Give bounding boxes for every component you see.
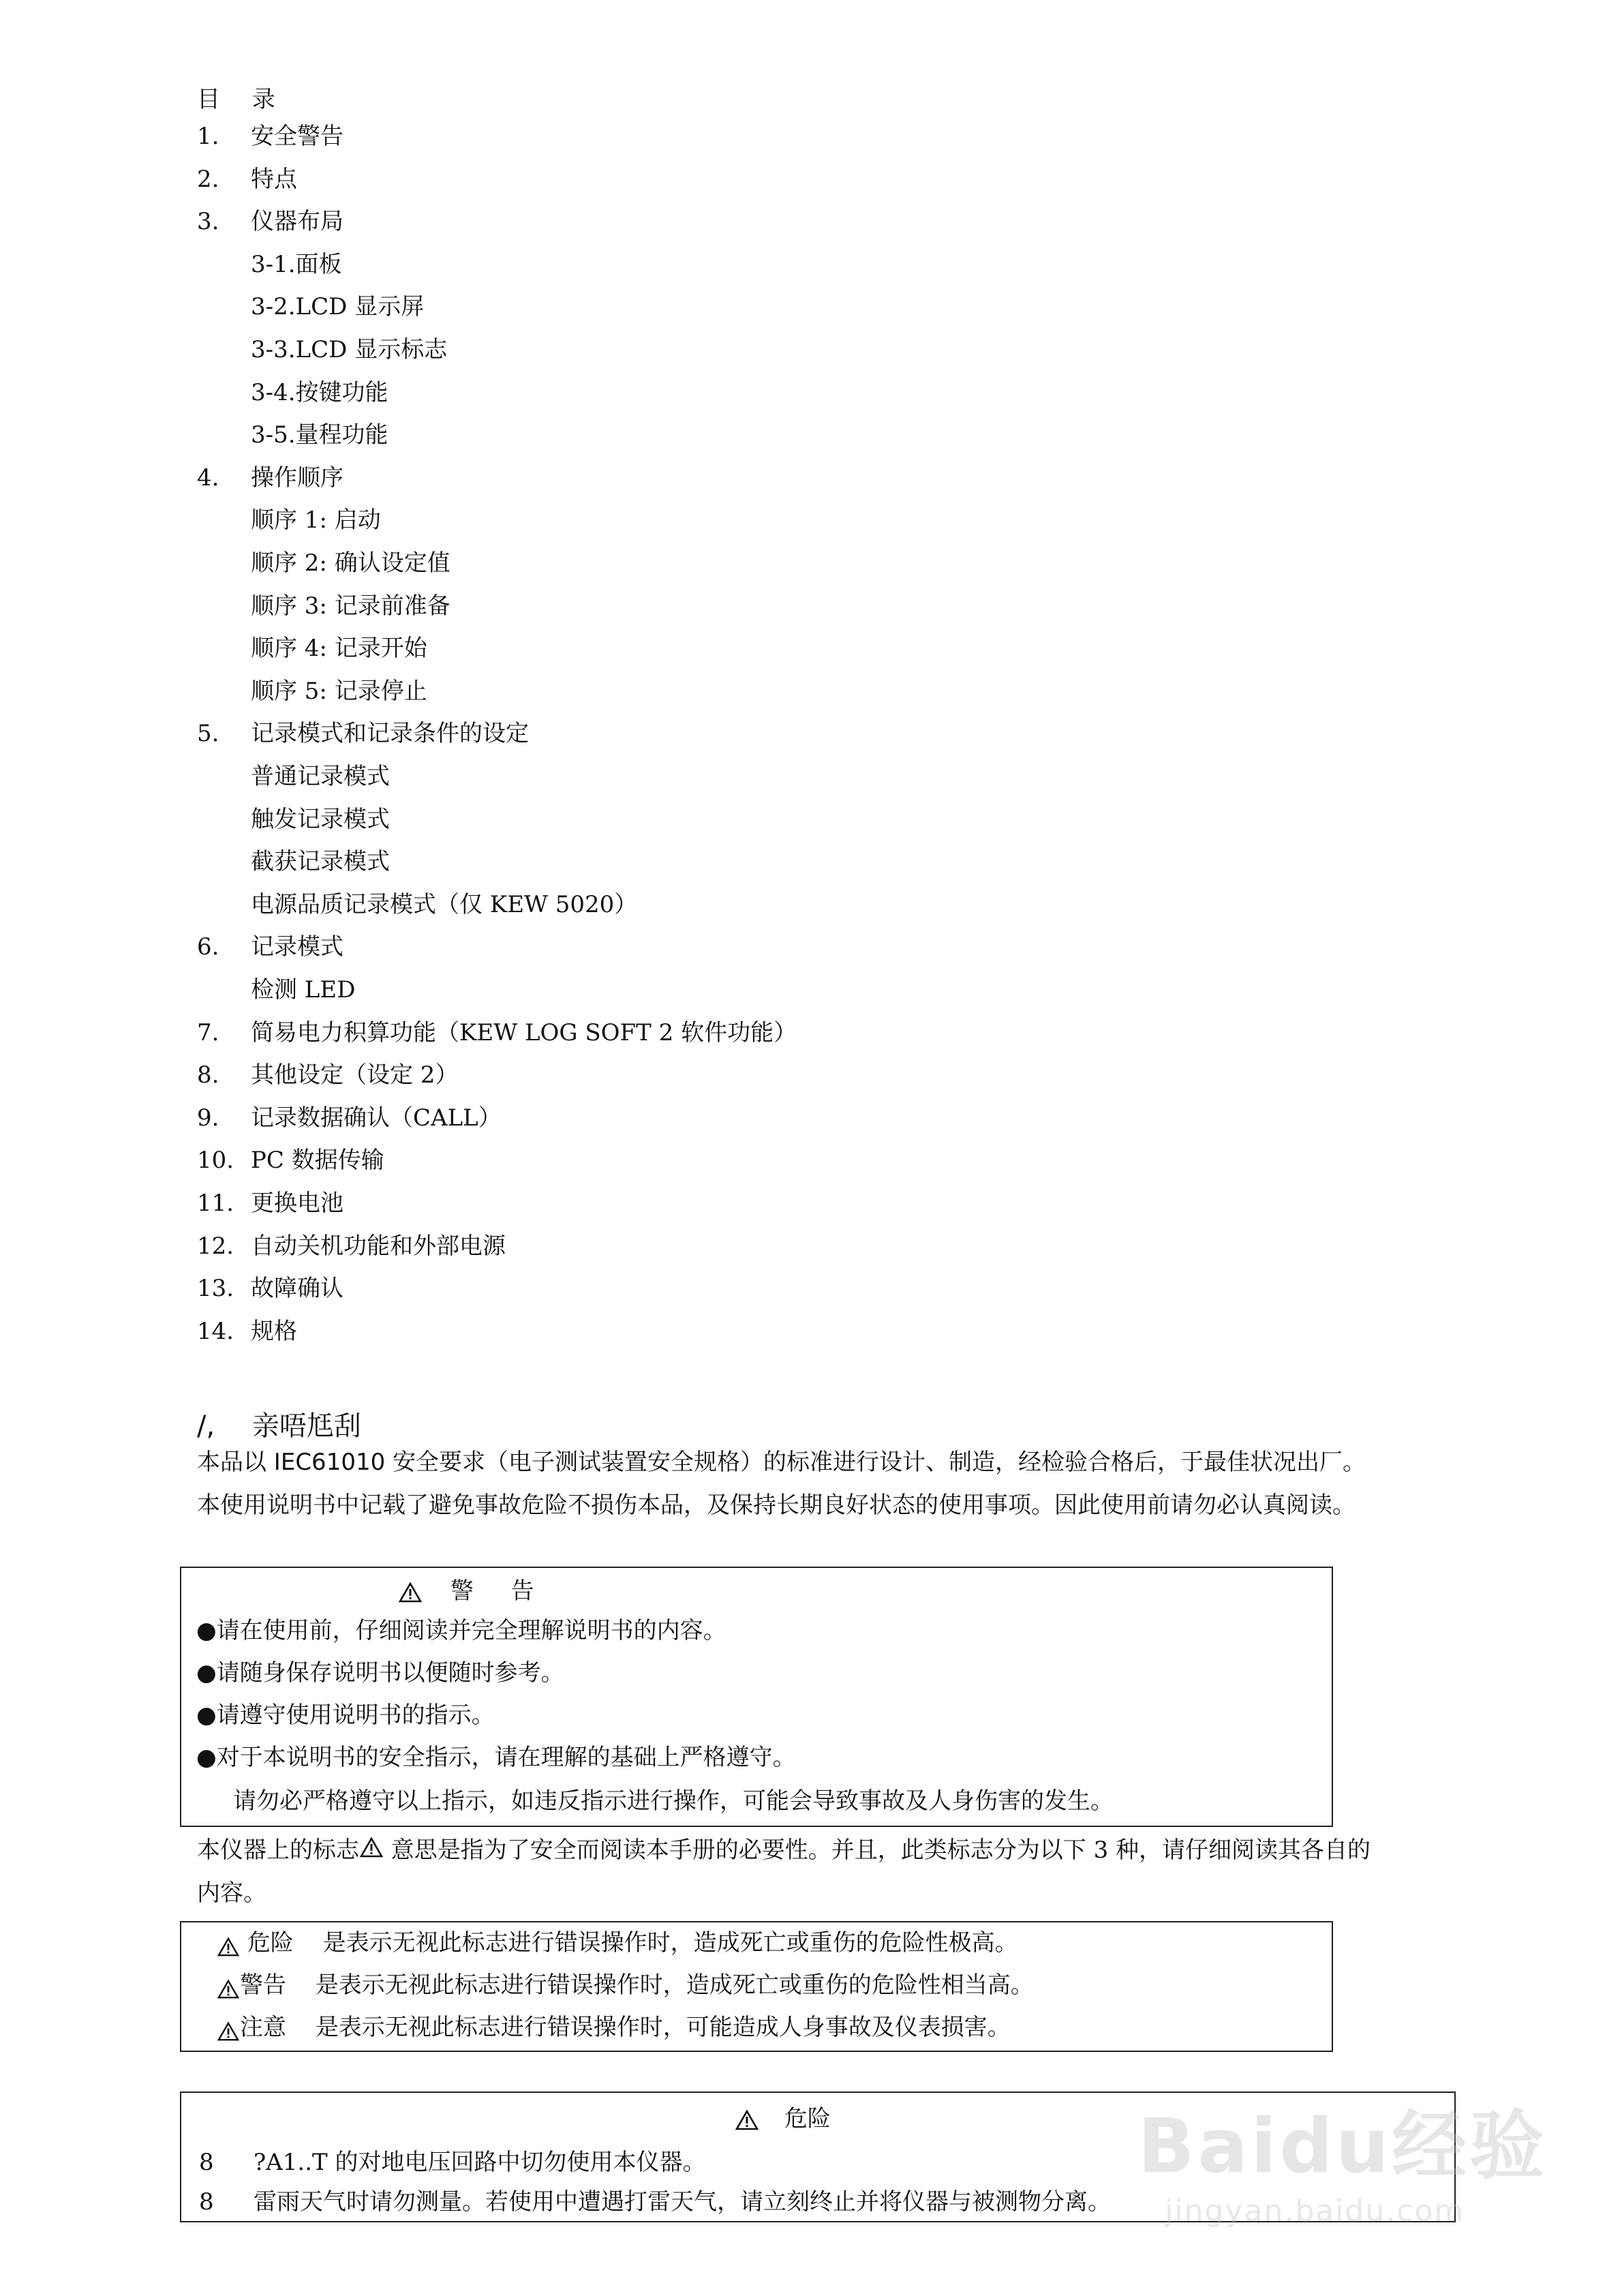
toc-item: 仪器布局 xyxy=(251,208,343,235)
danger-item-text: 雷雨天气时请勿测量。若使用中遭遇打雷天气，请立刻终止并将仪器与被测物分离。 xyxy=(254,2188,1111,2216)
hazard-level-row xyxy=(217,2014,1011,2042)
toc-subitem: 3-5.量程功能 xyxy=(251,421,388,449)
toc-subitem: 3-1.面板 xyxy=(251,251,342,278)
toc-item: 记录模式和记录条件的设定 xyxy=(251,720,529,747)
caution-triangle-icon xyxy=(217,2021,240,2042)
toc-item: 记录数据确认（CALL） xyxy=(251,1104,502,1132)
watermark-brand: Baidu经验 xyxy=(1137,2102,1547,2190)
toc-item-number: 11. xyxy=(197,1190,234,1217)
toc-item-number: 12. xyxy=(197,1233,234,1260)
toc-item: PC 数据传输 xyxy=(251,1147,384,1174)
warning-line: ●对于本说明书的安全指示，请在理解的基础上严格遵守。 xyxy=(196,1744,796,1771)
toc-subitem: 顺序 1: 启动 xyxy=(251,507,381,534)
warning-triangle-icon xyxy=(398,1582,423,1603)
toc-subitem: 触发记录模式 xyxy=(251,806,390,833)
toc-item-number: 10. xyxy=(197,1147,234,1174)
toc-item: 简易电力积算功能（KEW LOG SOFT 2 软件功能） xyxy=(251,1019,797,1046)
symbol-note-line-1 xyxy=(197,1837,1371,1864)
toc-subitem: 3-3.LCD 显示标志 xyxy=(251,336,448,363)
toc-item-number: 6. xyxy=(197,933,219,961)
warning-box xyxy=(180,1567,1333,1827)
toc-item-number: 5. xyxy=(197,720,219,747)
toc-subitem: 顺序 2: 确认设定值 xyxy=(251,549,450,577)
toc-item: 安全警告 xyxy=(251,123,343,150)
warning-box-header xyxy=(398,1577,549,1605)
toc-subitem: 截获记录模式 xyxy=(251,848,390,875)
warning-line: ●请遵守使用说明书的指示。 xyxy=(196,1702,495,1729)
warning-triangle-icon xyxy=(359,1837,384,1858)
warning-line: ●请随身保存说明书以便随时参考。 xyxy=(196,1659,564,1687)
hazard-level-label: 注意 xyxy=(240,2014,286,2041)
toc-item-number: 1. xyxy=(197,123,219,150)
toc-item: 记录模式 xyxy=(251,933,343,961)
toc-item-number: 2. xyxy=(197,166,219,193)
warning-triangle-icon xyxy=(217,1979,240,1999)
danger-item-text: ?A1..T 的对地电压回路中切勿使用本仪器。 xyxy=(254,2149,706,2176)
toc-item-number: 13. xyxy=(197,1275,234,1302)
toc-item-number: 4. xyxy=(197,464,219,492)
baidu-watermark xyxy=(1137,2086,1547,2229)
intro-paragraph-1: 本品以 IEC61010 安全要求（电子测试装置安全规格）的标准进行设计、制造，经检验合格后，于最佳状况出厂。 xyxy=(197,1449,1366,1476)
toc-item: 特点 xyxy=(251,166,297,193)
symbol-note-text-a: 本仪器上的标志 xyxy=(197,1837,359,1864)
hazard-level-label: 危险 xyxy=(247,1929,294,1957)
hazard-level-label: 警告 xyxy=(240,1972,286,1999)
section-heading xyxy=(197,1404,361,1443)
symbol-note-line-2: 内容。 xyxy=(197,1879,266,1907)
danger-triangle-icon xyxy=(735,2109,759,2131)
warning-footer: 请勿必严格遵守以上指示，如违反指示进行操作，可能会导致事故及人身伤害的发生。 xyxy=(233,1787,1114,1815)
toc-item: 更换电池 xyxy=(251,1190,343,1217)
warning-line: ●请在使用前，仔细阅读并完全理解说明书的内容。 xyxy=(196,1617,726,1644)
intro-paragraph-2: 本使用说明书中记载了避免事故危险不损伤本品，及保持长期良好状态的使用事项。因此使用前请勿必认真阅读。 xyxy=(197,1492,1356,1519)
danger-item xyxy=(199,2188,1111,2216)
toc-item: 其他设定（设定 2） xyxy=(251,1061,459,1089)
hazard-level-text: 是表示无视此标志进行错误操作时，造成死亡或重伤的危险性相当高。 xyxy=(315,1972,1034,1999)
toc-item-number: 7. xyxy=(197,1019,219,1046)
toc-item: 故障确认 xyxy=(251,1275,343,1302)
toc-item: 规格 xyxy=(251,1318,297,1345)
hazard-level-text: 是表示无视此标志进行错误操作时，造成死亡或重伤的危险性极高。 xyxy=(322,1929,1018,1957)
toc-item-number: 8. xyxy=(197,1061,219,1089)
hazard-level-row xyxy=(217,1929,1018,1957)
section-number: /, xyxy=(197,1410,215,1442)
toc-subitem: 顺序 5: 记录停止 xyxy=(251,678,427,705)
warning-box-title: 警 告 xyxy=(450,1577,549,1605)
toc-item-number: 9. xyxy=(197,1104,219,1132)
toc-subitem: 顺序 3: 记录前准备 xyxy=(251,592,450,620)
hazard-level-text: 是表示无视此标志进行错误操作时，可能造成人身事故及仪表损害。 xyxy=(315,2014,1011,2041)
danger-box-title: 危险 xyxy=(784,2105,831,2132)
danger-box-header xyxy=(735,2105,831,2132)
toc-subitem: 顺序 4: 记录开始 xyxy=(251,635,427,662)
toc-subitem: 电源品质记录模式（仅 KEW 5020） xyxy=(251,891,638,918)
toc-item: 自动关机功能和外部电源 xyxy=(251,1233,506,1260)
toc-item: 操作顺序 xyxy=(251,464,343,492)
hazard-level-row xyxy=(217,1972,1034,1999)
toc-subitem: 3-4.按键功能 xyxy=(251,379,388,406)
danger-item-bullet: 8 xyxy=(199,2188,214,2216)
toc-item-number: 14. xyxy=(197,1318,234,1345)
symbol-note-text-b: 意思是指为了安全而阅读本手册的必要性。并且，此类标志分为以下 3 种，请仔细阅读其各自的 xyxy=(384,1837,1371,1864)
toc-subitem: 检测 LED xyxy=(251,976,356,1003)
toc-item-number: 3. xyxy=(197,208,219,235)
danger-triangle-icon xyxy=(217,1937,240,1957)
hazard-levels-box xyxy=(180,1921,1333,2052)
watermark-url: jingyan.baidu.com xyxy=(1165,2194,1465,2229)
toc-title: 目 录 xyxy=(197,86,288,113)
toc-subitem: 普通记录模式 xyxy=(251,763,390,790)
danger-item xyxy=(199,2149,706,2176)
danger-item-bullet: 8 xyxy=(199,2149,214,2176)
section-title: 亲唔尪刮 xyxy=(251,1410,361,1442)
toc-subitem: 3-2.LCD 显示屏 xyxy=(251,293,425,320)
